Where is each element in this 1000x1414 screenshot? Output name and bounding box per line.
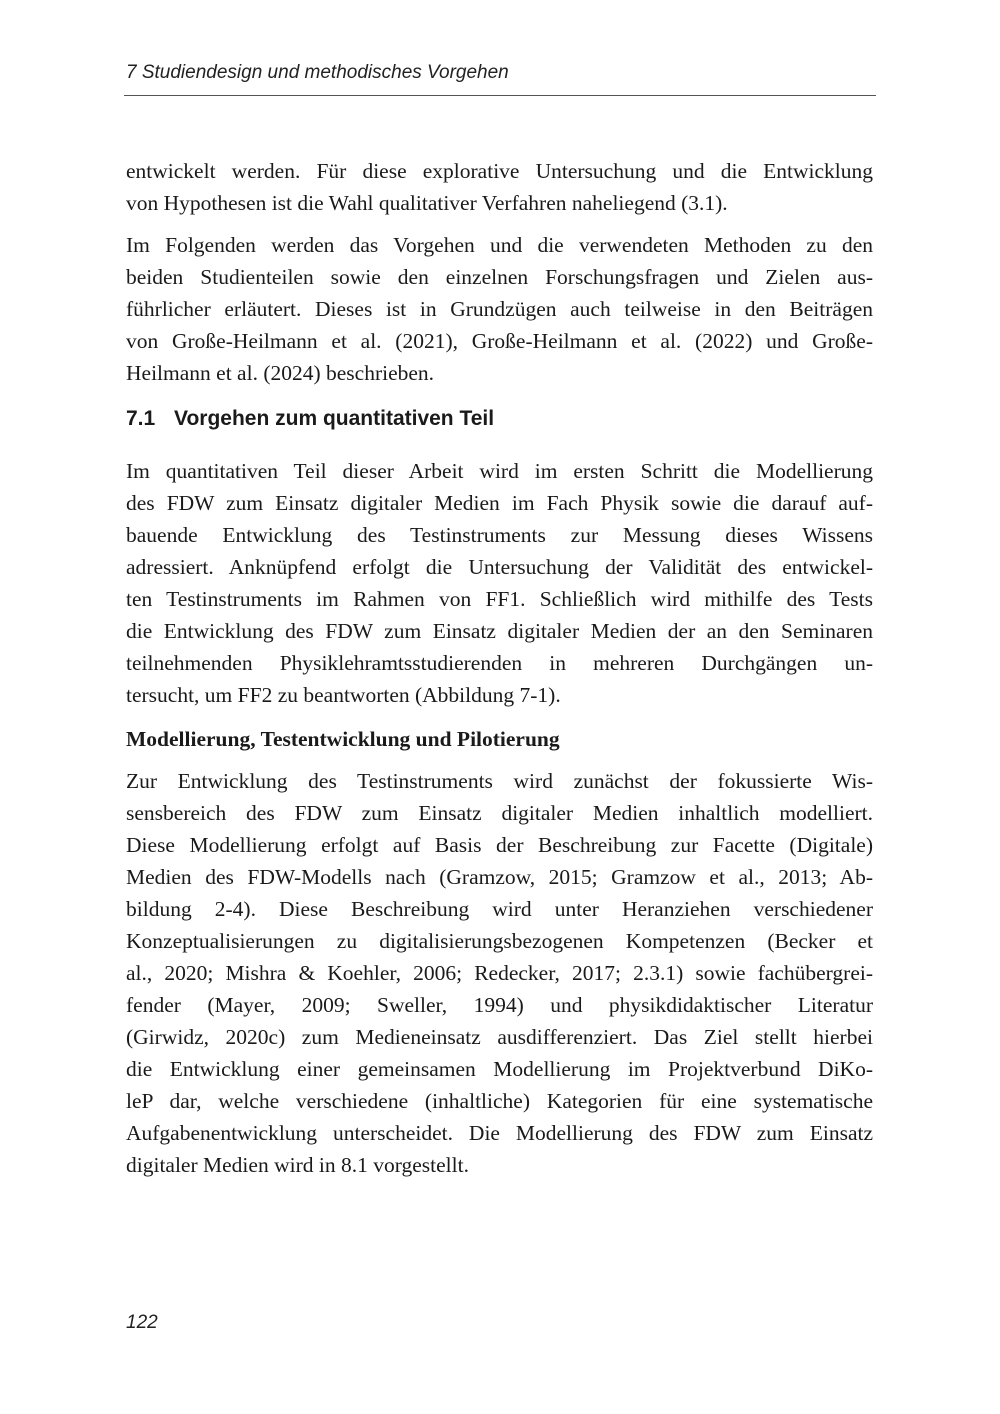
section-number: 7.1 [126,407,156,430]
section-title: Vorgehen zum quantitativen Teil [174,407,495,430]
paragraph-section [126,455,873,711]
page-number: 122 [126,1312,158,1333]
text-line: Im quantitativen Teil dieser Arbeit wird im ersten Schritt die Modellierung [126,459,873,483]
text-line: von Große-Heilmann et al. (2021), Große-Heilmann et al. (2022) und Große- [126,329,873,353]
header-rule [124,95,876,96]
text-line: bauende Entwicklung des Testinstruments zur Messung dieses Wissens [126,523,873,547]
text-line: teilnehmenden Physiklehramtsstudierenden in mehreren Durchgängen un- [126,651,873,675]
text-line: ten Testinstruments im Rahmen von FF1. Schließlich wird mithilfe des Tests [126,587,873,611]
text-line: fender (Mayer, 2009; Sweller, 1994) und physikdidaktischer Literatur [126,993,873,1017]
text-line: Medien des FDW-Modells nach (Gramzow, 2015; Gramzow et al., 2013; Ab- [126,865,873,889]
text-line: Aufgabenentwicklung unterscheidet. Die Modellierung des FDW zum Einsatz [126,1121,873,1145]
paragraph-subsection [126,765,873,1181]
running-header: 7 Studiendesign und methodisches Vorgehen [126,62,509,83]
text-line: Heilmann et al. (2024) beschrieben. [126,361,435,385]
text-line: die Entwicklung einer gemeinsamen Modellierung im Projektverbund DiKo- [126,1057,873,1081]
text-line: führlicher erläutert. Dieses ist in Grundzügen auch teilweise in den Beiträgen [126,297,873,321]
subsection-heading: Modellierung, Testentwicklung und Pilotierung [126,727,560,751]
page-body [126,155,873,1191]
text-line: entwickelt werden. Für diese explorative Untersuchung und die Entwicklung [126,159,873,183]
text-line: Im Folgenden werden das Vorgehen und die verwendeten Methoden zu den [126,233,873,257]
text-line: sensbereich des FDW zum Einsatz digitaler Medien inhaltlich modelliert. [126,801,873,825]
paragraph-intro-2 [126,229,873,389]
text-line: Diese Modellierung erfolgt auf Basis der Beschreibung zur Facette (Digitale) [126,833,873,857]
text-line: die Entwicklung des FDW zum Einsatz digitaler Medien der an den Seminaren [126,619,873,643]
text-line: bildung 2-4). Diese Beschreibung wird unter Heranziehen verschiedener [126,897,873,921]
text-line: (Girwidz, 2020c) zum Medieneinsatz ausdifferenziert. Das Ziel stellt hierbei [126,1025,873,1049]
text-line: tersucht, um FF2 zu beantworten (Abbildung 7-1). [126,683,561,707]
paragraph-intro-1 [126,155,873,219]
text-line: von Hypothesen ist die Wahl qualitativer Verfahren naheliegend (3.1). [126,191,728,215]
text-line: adressiert. Anknüpfend erfolgt die Untersuchung der Validität des entwickel- [126,555,873,579]
text-line: digitaler Medien wird in 8.1 vorgestellt. [126,1153,469,1177]
text-line: al., 2020; Mishra & Koehler, 2006; Redecker, 2017; 2.3.1) sowie fachübergrei- [126,961,873,985]
text-line: Konzeptualisierungen zu digitalisierungsbezogenen Kompetenzen (Becker et [126,929,873,953]
text-line: beiden Studienteilen sowie den einzelnen Forschungsfragen und Zielen aus- [126,265,873,289]
text-line: leP dar, welche verschiedene (inhaltliche) Kategorien für eine systematische [126,1089,873,1113]
text-line: des FDW zum Einsatz digitaler Medien im Fach Physik sowie die darauf auf- [126,491,873,515]
section-heading [126,403,873,435]
text-line: Zur Entwicklung des Testinstruments wird zunächst der fokussierte Wis- [126,769,873,793]
